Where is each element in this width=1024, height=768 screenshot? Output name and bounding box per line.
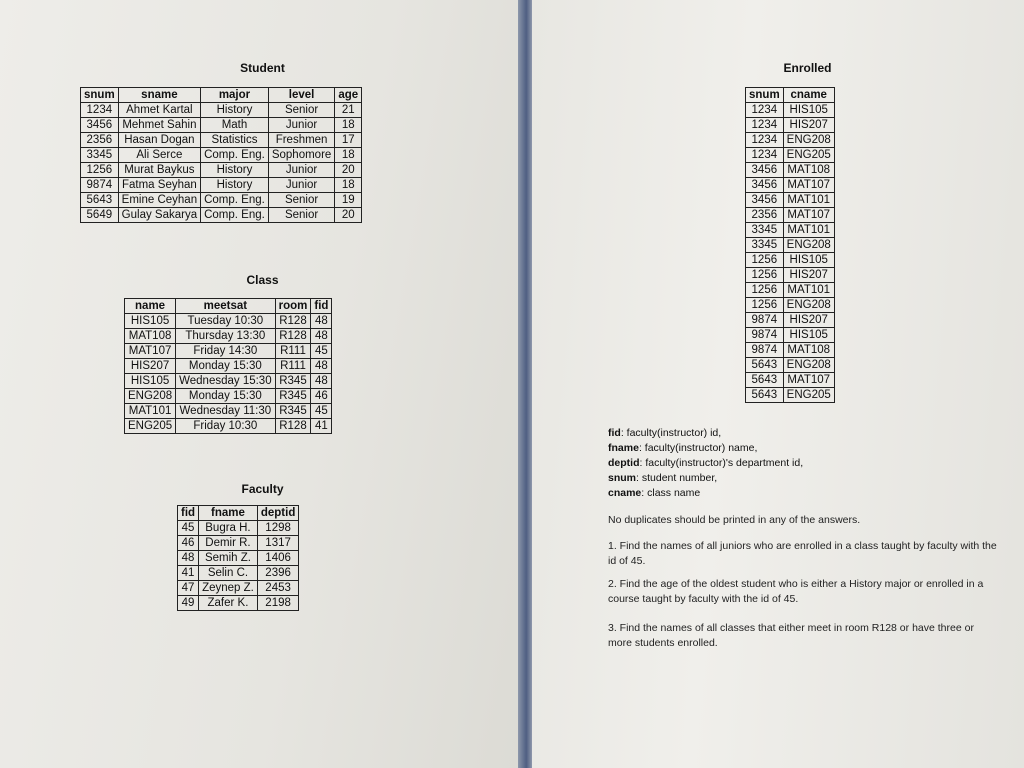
table-cell-cname: ENG208 xyxy=(783,133,834,148)
table-row xyxy=(746,358,835,373)
class-title: Class xyxy=(246,273,279,287)
table-cell-cname: ENG205 xyxy=(783,388,834,403)
table-cell-meetsat: Wednesday 15:30 xyxy=(176,374,276,389)
table-cell-cname: ENG208 xyxy=(783,298,834,313)
table-cell-deptid: 1317 xyxy=(257,536,299,551)
table-row xyxy=(81,208,362,223)
table-row xyxy=(125,404,332,419)
table-cell-snum: 3345 xyxy=(81,148,119,163)
table-cell-fid: 46 xyxy=(178,536,199,551)
table-row xyxy=(81,103,362,118)
table-row xyxy=(178,596,299,611)
table-cell-level: Junior xyxy=(268,163,334,178)
table-cell-cname: HIS207 xyxy=(783,268,834,283)
table-cell-age: 20 xyxy=(335,208,362,223)
table-cell-sname: Fatma Seyhan xyxy=(118,178,200,193)
table-cell-cname: MAT107 xyxy=(783,178,834,193)
table-cell-fid: 48 xyxy=(311,329,332,344)
table-cell-room: R128 xyxy=(275,329,311,344)
table-row xyxy=(125,389,332,404)
table-cell-name: HIS105 xyxy=(125,374,176,389)
column-header-fid: fid xyxy=(311,299,332,314)
column-header-age: age xyxy=(335,88,362,103)
table-row xyxy=(178,566,299,581)
table-cell-snum: 5643 xyxy=(746,358,784,373)
table-cell-name: MAT101 xyxy=(125,404,176,419)
table-cell-deptid: 1298 xyxy=(257,521,299,536)
definition-snum: snum: student number, xyxy=(608,472,718,484)
table-cell-room: R345 xyxy=(275,404,311,419)
table-row xyxy=(125,344,332,359)
column-header-fid: fid xyxy=(178,506,199,521)
table-cell-fid: 48 xyxy=(311,374,332,389)
table-cell-room: R111 xyxy=(275,344,311,359)
table-cell-deptid: 2198 xyxy=(257,596,299,611)
table-cell-fid: 48 xyxy=(311,359,332,374)
table-cell-fid: 48 xyxy=(311,314,332,329)
table-cell-level: Sophomore xyxy=(268,148,334,163)
table-cell-snum: 1234 xyxy=(746,133,784,148)
table-cell-snum: 5643 xyxy=(746,373,784,388)
class-table xyxy=(124,298,332,434)
table-cell-fname: Semih Z. xyxy=(199,551,258,566)
table-cell-fid: 46 xyxy=(311,389,332,404)
table-cell-meetsat: Monday 15:30 xyxy=(176,389,276,404)
faculty-table xyxy=(177,505,299,611)
column-header-deptid: deptid xyxy=(257,506,299,521)
table-cell-snum: 5649 xyxy=(81,208,119,223)
column-header-meetsat: meetsat xyxy=(176,299,276,314)
table-cell-name: ENG205 xyxy=(125,419,176,434)
table-cell-name: HIS105 xyxy=(125,314,176,329)
table-row xyxy=(125,374,332,389)
table-cell-cname: MAT108 xyxy=(783,343,834,358)
table-cell-snum: 1256 xyxy=(746,268,784,283)
table-cell-major: Comp. Eng. xyxy=(201,208,269,223)
table-cell-room: R345 xyxy=(275,374,311,389)
student-table xyxy=(80,87,362,223)
table-cell-major: Math xyxy=(201,118,269,133)
table-cell-cname: MAT101 xyxy=(783,283,834,298)
table-cell-cname: HIS105 xyxy=(783,103,834,118)
table-row xyxy=(746,388,835,403)
column-header-room: room xyxy=(275,299,311,314)
attribute-definitions xyxy=(608,426,998,501)
column-header-snum: snum xyxy=(81,88,119,103)
table-row xyxy=(178,521,299,536)
table-row xyxy=(746,178,835,193)
column-header-name: name xyxy=(125,299,176,314)
table-row xyxy=(81,163,362,178)
table-cell-fid: 45 xyxy=(311,404,332,419)
table-row xyxy=(746,148,835,163)
table-cell-name: MAT107 xyxy=(125,344,176,359)
table-row xyxy=(125,359,332,374)
table-cell-age: 19 xyxy=(335,193,362,208)
table-cell-meetsat: Wednesday 11:30 xyxy=(176,404,276,419)
column-header-snum: snum xyxy=(746,88,784,103)
table-cell-snum: 1256 xyxy=(81,163,119,178)
table-cell-level: Senior xyxy=(268,103,334,118)
table-cell-deptid: 2453 xyxy=(257,581,299,596)
faculty-title: Faculty xyxy=(241,482,284,496)
table-cell-snum: 9874 xyxy=(746,328,784,343)
table-row xyxy=(178,536,299,551)
table-cell-major: Comp. Eng. xyxy=(201,148,269,163)
table-cell-snum: 9874 xyxy=(746,343,784,358)
table-cell-snum: 3456 xyxy=(746,178,784,193)
no-duplicates-note: No duplicates should be printed in any of the answers. xyxy=(608,514,861,526)
table-row xyxy=(746,253,835,268)
table-row xyxy=(746,103,835,118)
table-cell-fid: 41 xyxy=(178,566,199,581)
table-cell-level: Junior xyxy=(268,118,334,133)
table-cell-fid: 49 xyxy=(178,596,199,611)
table-cell-major: Statistics xyxy=(201,133,269,148)
table-row xyxy=(81,148,362,163)
table-row xyxy=(178,581,299,596)
table-cell-cname: ENG208 xyxy=(783,358,834,373)
table-row xyxy=(746,238,835,253)
table-cell-name: ENG208 xyxy=(125,389,176,404)
table-header-row xyxy=(125,299,332,314)
table-cell-sname: Ali Serce xyxy=(118,148,200,163)
table-row xyxy=(81,178,362,193)
student-title: Student xyxy=(240,61,285,75)
table-cell-snum: 2356 xyxy=(81,133,119,148)
table-row xyxy=(125,329,332,344)
table-cell-meetsat: Thursday 13:30 xyxy=(176,329,276,344)
table-cell-snum: 1234 xyxy=(746,148,784,163)
table-cell-snum: 1234 xyxy=(746,118,784,133)
table-cell-sname: Murat Baykus xyxy=(118,163,200,178)
table-cell-age: 21 xyxy=(335,103,362,118)
enrolled-title: Enrolled xyxy=(783,61,832,75)
table-cell-sname: Gulay Sakarya xyxy=(118,208,200,223)
table-row xyxy=(746,373,835,388)
table-cell-snum: 3456 xyxy=(746,193,784,208)
question-2: 2. Find the age of the oldest student who is either a History major or enrolled in a course taught by faculty with the id of 45. xyxy=(608,578,984,605)
table-cell-major: History xyxy=(201,103,269,118)
table-cell-fid: 47 xyxy=(178,581,199,596)
table-cell-snum: 1234 xyxy=(746,103,784,118)
table-row xyxy=(746,283,835,298)
table-cell-snum: 9874 xyxy=(746,313,784,328)
table-cell-cname: HIS105 xyxy=(783,253,834,268)
table-cell-snum: 1256 xyxy=(746,253,784,268)
table-row xyxy=(81,193,362,208)
question-3: 3. Find the names of all classes that either meet in room R128 or have three or more students enrolled. xyxy=(608,622,974,649)
table-cell-snum: 1256 xyxy=(746,298,784,313)
table-row xyxy=(81,133,362,148)
table-row xyxy=(746,298,835,313)
table-row xyxy=(746,118,835,133)
table-cell-snum: 1234 xyxy=(81,103,119,118)
table-cell-room: R111 xyxy=(275,359,311,374)
table-cell-level: Senior xyxy=(268,208,334,223)
table-cell-fname: Zafer K. xyxy=(199,596,258,611)
definition-fname: fname: faculty(instructor) name, xyxy=(608,442,758,454)
table-cell-snum: 3345 xyxy=(746,238,784,253)
table-cell-cname: ENG205 xyxy=(783,148,834,163)
table-cell-snum: 3345 xyxy=(746,223,784,238)
page-divider xyxy=(518,0,532,768)
table-cell-fname: Zeynep Z. xyxy=(199,581,258,596)
table-row xyxy=(178,551,299,566)
table-cell-cname: HIS207 xyxy=(783,118,834,133)
table-cell-meetsat: Friday 10:30 xyxy=(176,419,276,434)
table-cell-cname: HIS207 xyxy=(783,313,834,328)
table-cell-snum: 1256 xyxy=(746,283,784,298)
table-cell-fid: 45 xyxy=(311,344,332,359)
table-row xyxy=(125,419,332,434)
definition-fid: fid: faculty(instructor) id, xyxy=(608,427,722,439)
table-cell-snum: 9874 xyxy=(81,178,119,193)
table-cell-age: 17 xyxy=(335,133,362,148)
table-cell-age: 18 xyxy=(335,178,362,193)
table-cell-cname: HIS105 xyxy=(783,328,834,343)
table-row xyxy=(746,313,835,328)
table-cell-fname: Selin C. xyxy=(199,566,258,581)
table-row xyxy=(125,314,332,329)
table-cell-name: MAT108 xyxy=(125,329,176,344)
table-cell-level: Senior xyxy=(268,193,334,208)
table-cell-deptid: 1406 xyxy=(257,551,299,566)
table-cell-major: History xyxy=(201,163,269,178)
column-header-cname: cname xyxy=(783,88,834,103)
table-row xyxy=(746,268,835,283)
table-cell-snum: 3456 xyxy=(746,163,784,178)
table-cell-age: 18 xyxy=(335,118,362,133)
table-row xyxy=(746,163,835,178)
table-cell-meetsat: Friday 14:30 xyxy=(176,344,276,359)
table-cell-age: 18 xyxy=(335,148,362,163)
definition-deptid: deptid: faculty(instructor)'s department id, xyxy=(608,457,804,469)
table-cell-cname: MAT101 xyxy=(783,193,834,208)
table-cell-meetsat: Monday 15:30 xyxy=(176,359,276,374)
table-header-row xyxy=(178,506,299,521)
table-cell-cname: MAT101 xyxy=(783,223,834,238)
table-cell-sname: Mehmet Sahin xyxy=(118,118,200,133)
table-cell-fid: 48 xyxy=(178,551,199,566)
table-row xyxy=(746,343,835,358)
table-cell-major: History xyxy=(201,178,269,193)
column-header-fname: fname xyxy=(199,506,258,521)
table-cell-cname: MAT107 xyxy=(783,373,834,388)
enrolled-table xyxy=(745,87,835,403)
table-cell-sname: Hasan Dogan xyxy=(118,133,200,148)
table-cell-snum: 5643 xyxy=(81,193,119,208)
table-cell-fname: Demir R. xyxy=(199,536,258,551)
table-row xyxy=(746,193,835,208)
table-cell-cname: MAT108 xyxy=(783,163,834,178)
table-cell-room: R345 xyxy=(275,389,311,404)
table-cell-level: Freshmen xyxy=(268,133,334,148)
table-header-row xyxy=(746,88,835,103)
table-row xyxy=(746,223,835,238)
table-cell-snum: 3456 xyxy=(81,118,119,133)
table-cell-sname: Ahmet Kartal xyxy=(118,103,200,118)
table-cell-meetsat: Tuesday 10:30 xyxy=(176,314,276,329)
table-row xyxy=(746,133,835,148)
column-header-level: level xyxy=(268,88,334,103)
question-1: 1. Find the names of all juniors who are enrolled in a class taught by faculty with the id of 45. xyxy=(608,540,997,567)
table-cell-major: Comp. Eng. xyxy=(201,193,269,208)
table-cell-name: HIS207 xyxy=(125,359,176,374)
table-cell-deptid: 2396 xyxy=(257,566,299,581)
table-cell-snum: 2356 xyxy=(746,208,784,223)
table-cell-fid: 45 xyxy=(178,521,199,536)
column-header-sname: sname xyxy=(118,88,200,103)
table-cell-cname: ENG208 xyxy=(783,238,834,253)
table-cell-age: 20 xyxy=(335,163,362,178)
table-cell-room: R128 xyxy=(275,419,311,434)
table-cell-room: R128 xyxy=(275,314,311,329)
table-cell-sname: Emine Ceyhan xyxy=(118,193,200,208)
table-cell-level: Junior xyxy=(268,178,334,193)
table-row xyxy=(746,208,835,223)
table-cell-snum: 5643 xyxy=(746,388,784,403)
table-cell-cname: MAT107 xyxy=(783,208,834,223)
definition-cname: cname: class name xyxy=(608,487,701,499)
table-cell-fname: Bugra H. xyxy=(199,521,258,536)
table-cell-fid: 41 xyxy=(311,419,332,434)
table-row xyxy=(746,328,835,343)
table-row xyxy=(81,118,362,133)
table-header-row xyxy=(81,88,362,103)
column-header-major: major xyxy=(201,88,269,103)
